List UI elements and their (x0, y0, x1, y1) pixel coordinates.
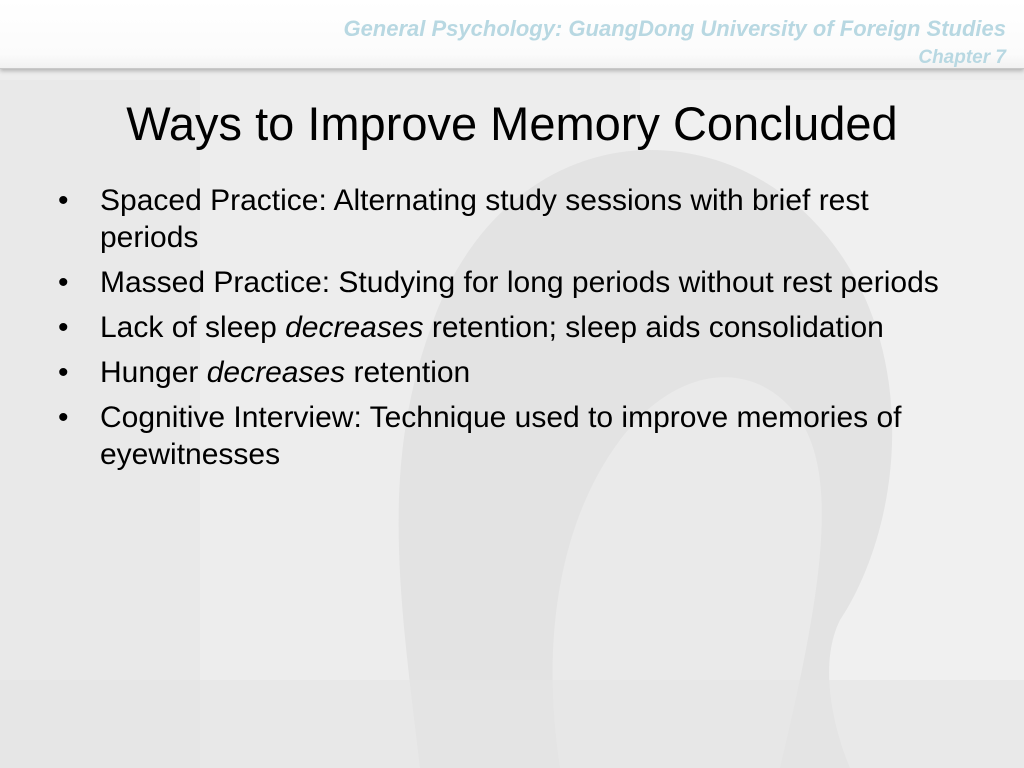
bullet-text-post: retention (345, 356, 471, 389)
bullet-icon: • (58, 311, 69, 344)
bullet-emphasis: decreases (206, 356, 346, 389)
bullet-item (58, 182, 958, 256)
bullet-list (58, 182, 958, 481)
course-header: General Psychology: GuangDong University of Foreign Studies (343, 16, 1006, 41)
bullet-emphasis: decreases (285, 311, 424, 344)
bullet-item (58, 399, 958, 473)
bullet-text: Cognitive Interview: Technique used to improve memories of eyewitnesses (100, 401, 902, 471)
bullet-icon: • (58, 401, 69, 434)
chapter-label: Chapter 7 (918, 47, 1006, 68)
slide-title: Ways to Improve Memory Concluded (126, 97, 898, 150)
bullet-item (58, 354, 958, 391)
bullet-item (58, 309, 958, 346)
bullet-icon: • (58, 266, 69, 299)
bullet-item (58, 264, 958, 301)
bullet-text: Massed Practice: Studying for long periods without rest periods (100, 266, 939, 299)
bullet-icon: • (58, 356, 69, 389)
bullet-text-pre: Hunger (100, 356, 207, 389)
bullet-icon: • (58, 184, 69, 217)
bullet-text-post: retention; sleep aids consolidation (423, 311, 884, 344)
bullet-text: Spaced Practice: Alternating study sessions with brief rest periods (100, 184, 869, 254)
bullet-text-pre: Lack of sleep (100, 311, 286, 344)
